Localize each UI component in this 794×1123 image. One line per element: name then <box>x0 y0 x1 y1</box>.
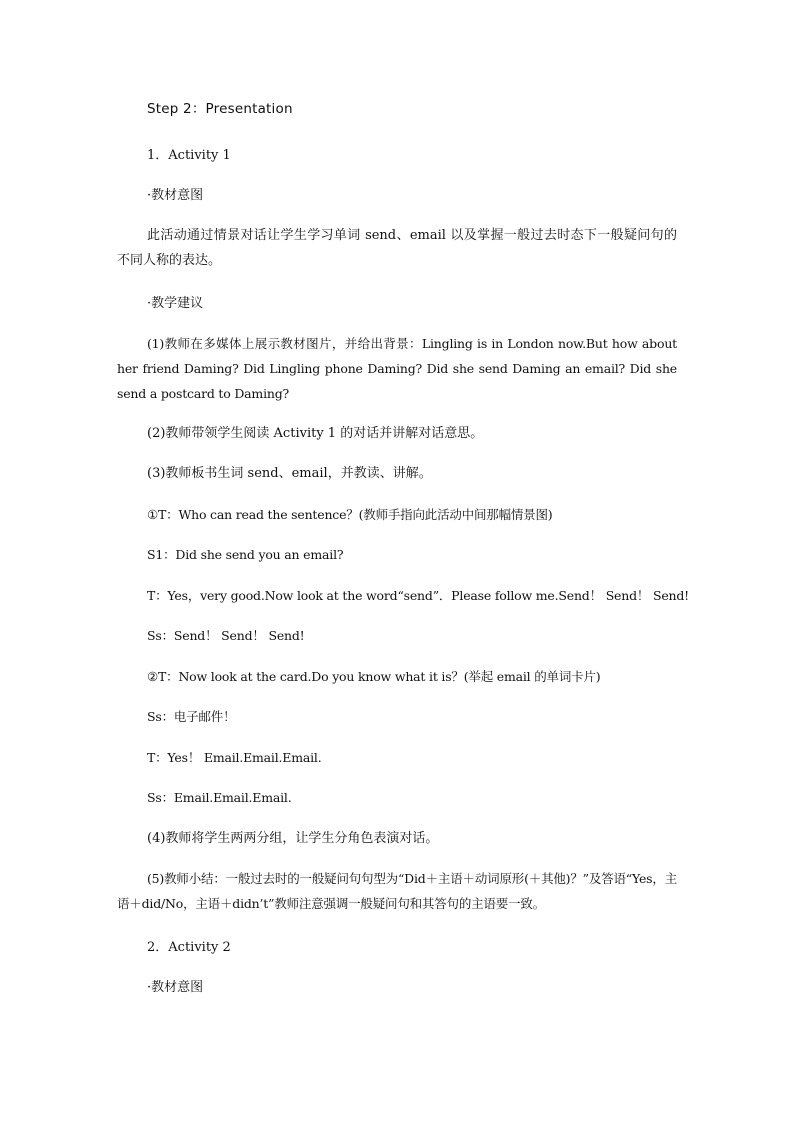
step-5-paragraph: (5)教师小结：一般过去时的一般疑问句句型为“Did＋主语＋动词原形(＋其他)？”及答语“Yes，主语＋did/No，主语＋didn’t”教师注意强调一般疑问句和其答句的主语要一致。 <box>117 871 677 911</box>
section-heading: Step 2：Presentation <box>147 101 293 117</box>
teaching-intent-label-2: ·教材意图 <box>147 980 204 995</box>
dialog-line: T：Yes，very good.Now look at the word“send”．Please follow me.Send！ Send！ Send! <box>147 588 690 603</box>
activity-1-title: 1．Activity 1 <box>147 148 231 163</box>
step-3-paragraph: (3)教师板书生词 send、email，并教读、讲解。 <box>147 466 432 481</box>
dialog-line: Ss：电子邮件！ <box>147 709 236 724</box>
dialog-line: T：Yes！ Email.Email.Email. <box>147 750 322 765</box>
teaching-intent-label: ·教材意图 <box>147 188 204 203</box>
dialog-line: Ss：Email.Email.Email. <box>147 790 292 805</box>
teaching-suggestion-label: ·教学建议 <box>147 296 204 311</box>
teaching-intent-paragraph: 此活动通过情景对话让学生学习单词 send、email 以及掌握一般过去时态下一般疑问句的不同人称的表达。 <box>117 228 677 268</box>
dialog-line: S1：Did she send you an email? <box>147 547 344 562</box>
dialog-line: ①T：Who can read the sentence？(教师手指向此活动中间那幅情景图) <box>147 507 553 522</box>
dialog-line: Ss：Send！ Send！ Send! <box>147 628 305 643</box>
dialog-line: ②T：Now look at the card.Do you know what it is？(举起 email 的单词卡片) <box>147 669 601 684</box>
step-2-paragraph: (2)教师带领学生阅读 Activity 1 的对话并讲解对话意思。 <box>147 426 484 441</box>
step-4-paragraph: (4)教师将学生两两分组，让学生分角色表演对话。 <box>147 831 439 846</box>
activity-2-title: 2．Activity 2 <box>147 940 231 955</box>
step-1-paragraph: (1)教师在多媒体上展示教材图片，并给出背景：Lingling is in London now.But how about her friend Daming? Did Lingling phone Daming? Did she send Daming an email? Did she send a postcard to Daming? <box>117 336 677 401</box>
